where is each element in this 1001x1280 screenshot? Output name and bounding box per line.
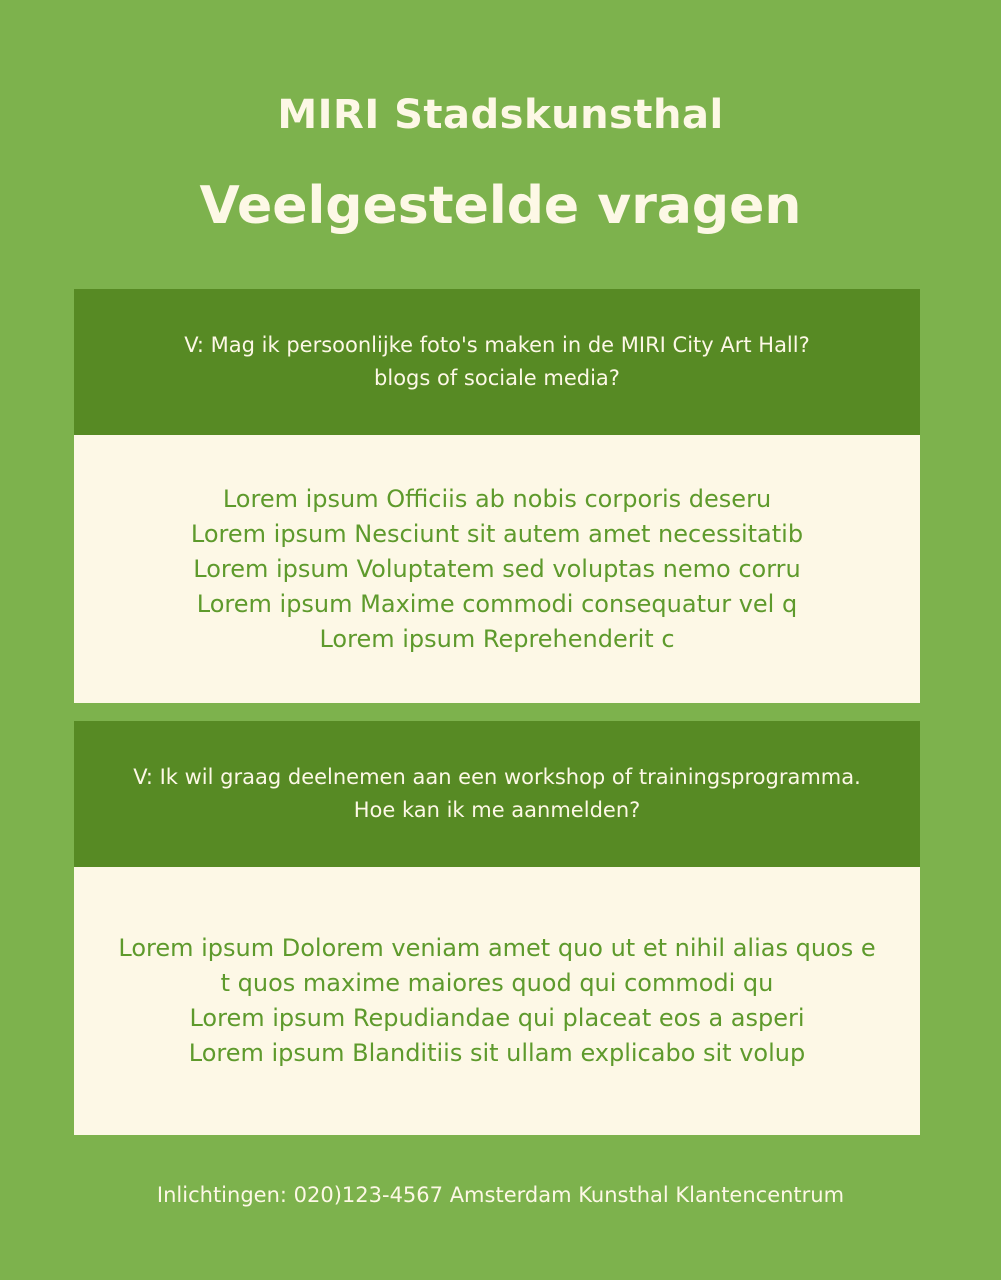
faq-answer-line: Lorem ipsum Repudiandae qui placeat eos a asperi <box>189 1004 805 1032</box>
faq-answer-line: Lorem ipsum Maxime commodi consequatur vel q <box>196 589 798 618</box>
faq-answer-line: Lorem ipsum Dolorem veniam amet quo ut et nihil alias quos e <box>118 934 876 962</box>
contact-footer: Inlichtingen: 020)123-4567 Amsterdam Kunsthal Klantencentrum <box>156 1183 845 1207</box>
faq-question-line: Hoe kan ik me aanmelden? <box>353 798 641 822</box>
page-title: Veelgestelde vragen <box>199 176 802 236</box>
faq-question <box>74 721 920 867</box>
faq-answer <box>74 435 920 703</box>
faq-answer <box>74 867 920 1135</box>
faq-question-line: V: Ik wil graag deelnemen aan een workshop of trainingsprogramma. <box>133 765 861 789</box>
faq-question-line: V: Mag ik persoonlijke foto's maken in de MIRI City Art Hall? <box>184 333 810 357</box>
faq-answer-line: Lorem ipsum Reprehenderit c <box>319 624 675 653</box>
faq-answer-line: Lorem ipsum Nesciunt sit autem amet necessitatib <box>190 519 804 548</box>
faq-answer-line: Lorem ipsum Officiis ab nobis corporis deseru <box>222 484 772 513</box>
faq-answer-line: Lorem ipsum Voluptatem sed voluptas nemo corru <box>193 554 801 583</box>
faq-question <box>74 289 920 435</box>
faq-question-line: blogs of sociale media? <box>374 366 620 390</box>
faq-item <box>74 289 920 703</box>
faq-answer-line: Lorem ipsum Blanditiis sit ullam explicabo sit volup <box>188 1039 806 1067</box>
faq-item <box>74 721 920 1135</box>
organization-name: MIRI Stadskunsthal <box>277 92 724 138</box>
faq-answer-line: t quos maxime maiores quod qui commodi qu <box>220 969 774 997</box>
